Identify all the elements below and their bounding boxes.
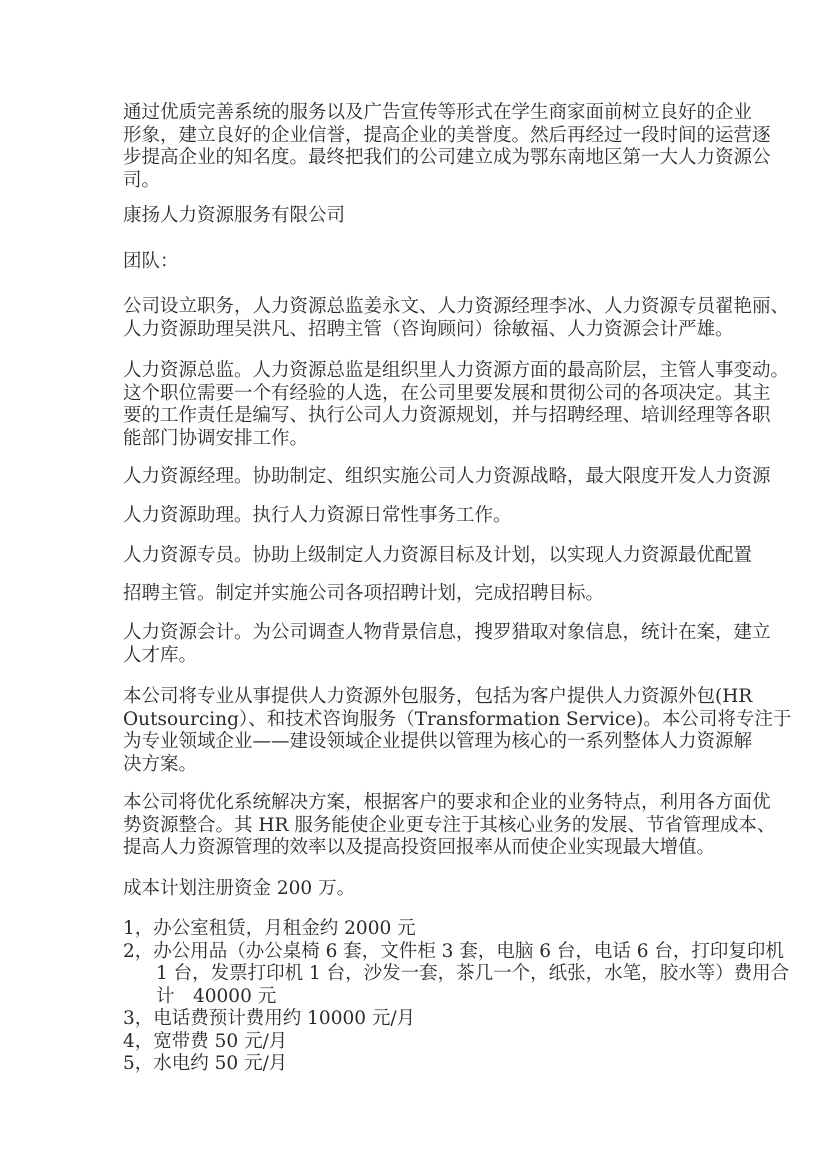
- list-item-line: 3，电话费预计费用约 10000 元/月: [123, 1008, 416, 1029]
- paragraph: [123, 505, 723, 528]
- list-item: [123, 1008, 723, 1031]
- list-item-line: 1 台，发票打印机 1 台，沙发一套，茶几一个，纸张，水笔，胶水等）费用合: [156, 963, 790, 984]
- list-item-line: 4，宽带费 50 元/月: [123, 1030, 288, 1052]
- text-line: 人才库。: [123, 644, 198, 666]
- text-line: 形象，建立良好的企业信誉，提高企业的美誉度。然后再经过一段时间的运营逐: [123, 124, 771, 146]
- text-line: 招聘主管。制定并实施公司各项招聘计划，完成招聘目标。: [123, 583, 605, 604]
- text-line: 公司设立职务，人力资源总监姜永文、人力资源经理李冰、人力资源专员翟艳丽、: [123, 296, 790, 317]
- text-line: 康扬人力资源服务有限公司: [123, 205, 346, 226]
- text-line: 通过优质完善系统的服务以及广告宣传等形式在学生商家面前树立良好的企业: [123, 102, 753, 123]
- text-line: 人力资源助理。执行人力资源日常性事务工作。: [123, 505, 512, 526]
- list-item-line: 计 40000 元: [156, 985, 277, 1007]
- text-line: 司。: [123, 169, 161, 191]
- text-line: 能部门协调安排工作。: [123, 427, 309, 449]
- text-line: 要的工作责任是编写、执行公司人力资源规划，并与招聘经理、培训经理等各职: [123, 405, 771, 426]
- paragraph: [123, 686, 792, 776]
- text-line: 团队：: [123, 251, 179, 272]
- text-line: 人力资源经理。协助制定、组织实施公司人力资源战略，最大限度开发人力资源: [123, 466, 771, 487]
- list-item: [123, 940, 790, 1009]
- paragraph: [123, 205, 723, 228]
- text-line: 提高人力资源管理的效率以及提高投资回报率从而使企业实现最大增值。: [123, 837, 716, 858]
- text-line: 本公司将专业从事提供人力资源外包服务，包括为客户提供人力资源外包(HR: [123, 686, 753, 707]
- text-line: 这个职位需要一个有经验的人选，在公司里要发展和贯彻公司的各项决定。其主: [123, 382, 771, 404]
- text-line: 为专业领域企业——建设领域企业提供以管理为核心的一系列整体人力资源解: [123, 731, 753, 752]
- list-item: [123, 918, 723, 941]
- paragraph: [123, 878, 723, 901]
- paragraph: [123, 296, 790, 341]
- list-item: [123, 1053, 723, 1076]
- list-item-line: 2，办公用品（办公桌椅 6 套，文件柜 3 套，电脑 6 台，电话 6 台，打印复印机: [123, 940, 784, 962]
- paragraph: [123, 466, 771, 489]
- text-line: 决方案。: [123, 753, 198, 775]
- list-item-line: 5，水电约 50 元/月: [123, 1053, 288, 1074]
- text-line: 人力资源总监。人力资源总监是组织里人力资源方面的最高阶层，主管人事变动。: [123, 360, 790, 381]
- text-line: 人力资源会计。为公司调查人物背景信息，搜罗猎取对象信息，统计在案，建立: [123, 622, 771, 643]
- text-line: 成本计划注册资金 200 万。: [123, 878, 356, 899]
- paragraph: [123, 102, 771, 192]
- text-line: 步提高企业的知名度。最终把我们的公司建立成为鄂东南地区第一大人力资源公: [123, 147, 771, 168]
- paragraph: [123, 545, 753, 568]
- text-line: Outsourcing）、和技术咨询服务（Transformation Service)。本公司将专注于: [123, 708, 792, 730]
- text-line: 人力资源助理吴洪凡、招聘主管（咨询顾问）徐敏福、人力资源会计严雄。: [123, 318, 734, 340]
- list-item: [123, 1031, 723, 1054]
- paragraph: [123, 251, 723, 274]
- text-line: 人力资源专员。协助上级制定人力资源目标及计划，以实现人力资源最优配置: [123, 545, 753, 566]
- paragraph: [123, 622, 771, 667]
- paragraph: [123, 583, 723, 606]
- text-line: 势资源整合。其 HR 服务能使企业更专注于其核心业务的发展、节省管理成本、: [123, 814, 776, 836]
- paragraph: [123, 792, 776, 860]
- text-line: 本公司将优化系统解决方案，根据客户的要求和企业的业务特点，利用各方面优: [123, 792, 771, 813]
- list-item-line: 1，办公室租赁，月租金约 2000 元: [123, 918, 416, 939]
- paragraph: [123, 360, 790, 450]
- cost-list: [123, 918, 790, 1076]
